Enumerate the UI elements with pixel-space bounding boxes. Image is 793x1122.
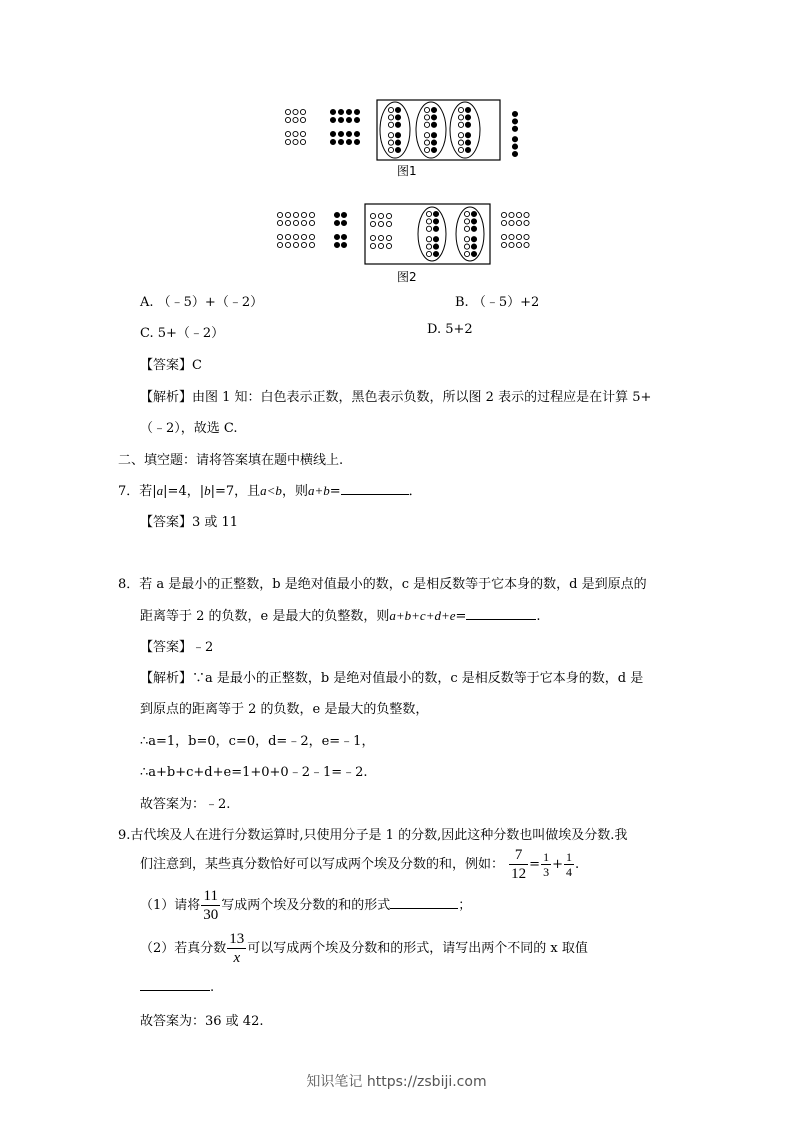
- black-dot: [512, 111, 517, 116]
- white-dot: [464, 244, 469, 249]
- q6-analysis-line2: （﹣2），故选 C.: [140, 421, 238, 436]
- white-dot: [293, 212, 298, 217]
- black-dot: [395, 107, 400, 112]
- white-dot: [516, 220, 521, 225]
- white-dot: [426, 244, 431, 249]
- answer-blank[interactable]: [341, 482, 409, 495]
- q8-final: 故答案为：﹣2.: [140, 797, 231, 812]
- question-7: 7．若|a|=4，|b|=7，且a<b，则a+b= ．: [118, 483, 422, 499]
- white-dot: [388, 133, 393, 138]
- white-dot: [388, 115, 393, 120]
- white-dot: [516, 212, 521, 217]
- white-dot: [464, 219, 469, 224]
- q9-line2: 们注意到，某些真分数恰好可以写成两个埃及分数的和，例如： $\frac{7}{12}$ = $\frac{1}{3}$ + $\frac{1}{4}$ .: [140, 847, 580, 882]
- black-dot: [395, 115, 400, 120]
- black-dot: [431, 122, 436, 127]
- q9-final: 故答案为：36 或 42.: [140, 1014, 264, 1029]
- black-dot: [433, 237, 438, 242]
- black-dot: [431, 140, 436, 145]
- white-dot: [501, 242, 506, 247]
- black-dot: [341, 242, 346, 247]
- white-dot: [378, 213, 383, 218]
- black-dot: [471, 244, 476, 249]
- black-dot: [465, 133, 470, 138]
- black-dot: [512, 126, 517, 131]
- white-dot: [309, 212, 314, 217]
- white-dot: [424, 147, 429, 152]
- fraction-11-30: $\frac{11}{30}$: [203, 888, 219, 923]
- black-dot: [346, 117, 351, 122]
- answer-blank[interactable]: [140, 978, 210, 991]
- white-dot: [285, 234, 290, 239]
- white-dot: [386, 213, 391, 218]
- black-dot: [341, 212, 346, 217]
- white-dot: [378, 243, 383, 248]
- q9-part1: （1）请将 $\frac{11}{30}$ 写成两个埃及分数的和的形式 ；: [140, 888, 472, 923]
- black-dot: [465, 122, 470, 127]
- white-dot: [524, 234, 529, 239]
- white-dot: [285, 242, 290, 247]
- white-dot: [424, 133, 429, 138]
- black-dot: [465, 147, 470, 152]
- white-dot: [277, 234, 282, 239]
- white-dot: [386, 243, 391, 248]
- white-dot: [516, 242, 521, 247]
- black-dot: [395, 122, 400, 127]
- white-dot: [285, 131, 290, 136]
- white-dots-group: [277, 212, 314, 247]
- black-dot: [512, 151, 517, 156]
- fraction-13-x: $\frac{13}{x}$: [229, 931, 245, 966]
- footer-watermark: 知识笔记 https://zsbiji.com: [306, 1074, 487, 1090]
- black-dot: [346, 131, 351, 136]
- white-dot: [501, 234, 506, 239]
- white-dot: [388, 122, 393, 127]
- q7-number: 7．: [118, 484, 140, 499]
- option-d: D. 5+2: [427, 322, 473, 337]
- white-dot: [424, 140, 429, 145]
- white-dot: [293, 220, 298, 225]
- black-dot: [341, 234, 346, 239]
- white-dot: [293, 139, 298, 144]
- q8-answer: 【答案】﹣2: [140, 640, 214, 655]
- white-dot: [285, 117, 290, 122]
- figure-2-caption: 图2: [397, 270, 417, 284]
- black-dot: [330, 109, 335, 114]
- fraction-1-4: $\frac{1}{4}$: [565, 850, 572, 879]
- white-dot: [509, 212, 514, 217]
- q8-analysis-line2: 到原点的距离等于 2 的负数，e 是最大的负整数，: [140, 702, 429, 717]
- white-dot: [424, 107, 429, 112]
- white-dot: [301, 212, 306, 217]
- figure-2: [270, 200, 540, 268]
- white-dot: [293, 234, 298, 239]
- white-dot: [464, 211, 469, 216]
- white-dot: [378, 221, 383, 226]
- black-dot: [433, 244, 438, 249]
- black-dot: [354, 109, 359, 114]
- white-dot: [464, 237, 469, 242]
- white-dot: [370, 213, 375, 218]
- black-dot: [471, 237, 476, 242]
- black-dot: [334, 212, 339, 217]
- white-dot: [388, 140, 393, 145]
- q6-analysis-line1: 【解析】由图 1 知：白色表示正数，黑色表示负数，所以图 2 表示的过程应是在计算 5+: [140, 390, 652, 405]
- black-dot: [341, 220, 346, 225]
- white-dot: [501, 212, 506, 217]
- white-dot: [458, 122, 463, 127]
- black-dot: [334, 242, 339, 247]
- paired-dots-group: [388, 107, 470, 152]
- white-dot: [524, 220, 529, 225]
- white-dot: [458, 147, 463, 152]
- white-dot: [370, 235, 375, 240]
- black-dot: [433, 226, 438, 231]
- white-dot: [464, 251, 469, 256]
- white-dot: [293, 117, 298, 122]
- option-b: B. （﹣5）+2: [455, 295, 540, 310]
- q9-line1: 9.古代埃及人在进行分数运算时,只使用分子是 1 的分数,因此这种分数也叫做埃及分数.我: [118, 828, 628, 843]
- white-dot: [285, 109, 290, 114]
- white-dot: [524, 212, 529, 217]
- white-dots-group: [370, 213, 391, 248]
- black-dot: [471, 226, 476, 231]
- white-dot: [464, 226, 469, 231]
- white-dot: [501, 220, 506, 225]
- black-dot: [338, 109, 343, 114]
- black-dots-group: [512, 111, 517, 156]
- white-dot: [293, 242, 298, 247]
- white-dot: [509, 242, 514, 247]
- black-dots-group: [334, 212, 346, 247]
- white-dot: [300, 139, 305, 144]
- white-dot: [378, 235, 383, 240]
- black-dot: [433, 219, 438, 224]
- q6-answer: 【答案】C: [140, 358, 202, 373]
- black-dot: [346, 139, 351, 144]
- white-dot: [516, 234, 521, 239]
- pair-ellipse: [456, 207, 484, 261]
- black-dot: [330, 131, 335, 136]
- black-dot: [433, 251, 438, 256]
- white-dot: [277, 242, 282, 247]
- black-dot: [471, 211, 476, 216]
- white-dot: [458, 133, 463, 138]
- black-dot: [354, 131, 359, 136]
- white-dot: [285, 220, 290, 225]
- answer-blank[interactable]: [390, 896, 458, 909]
- white-dot: [386, 221, 391, 226]
- q8-line1: 8．若 a 是最小的正整数，b 是绝对值最小的数，c 是相反数等于它本身的数，d 是到原点的: [118, 577, 647, 592]
- black-dot: [431, 133, 436, 138]
- paired-dots-group: [426, 211, 476, 256]
- white-dot: [509, 220, 514, 225]
- black-dot: [471, 219, 476, 224]
- black-dot: [334, 220, 339, 225]
- black-dot: [354, 117, 359, 122]
- white-dot: [426, 226, 431, 231]
- white-dot: [277, 212, 282, 217]
- black-dot: [338, 131, 343, 136]
- white-dots-group: [285, 109, 305, 144]
- black-dot: [431, 107, 436, 112]
- white-dot: [293, 109, 298, 114]
- white-dot: [301, 234, 306, 239]
- white-dot: [426, 211, 431, 216]
- fraction-7-12: $\frac{7}{12}$: [511, 847, 527, 882]
- black-dot: [395, 147, 400, 152]
- white-dot: [386, 235, 391, 240]
- section-title: 二、填空题：请将答案填在题中横线上.: [118, 453, 344, 468]
- q8-line2: 距离等于 2 的负数，e 是最大的负整数，则a+b+c+d+e= .: [140, 608, 541, 624]
- pair-ellipse: [418, 207, 446, 261]
- black-dot: [338, 117, 343, 122]
- white-dot: [293, 131, 298, 136]
- white-dot: [388, 147, 393, 152]
- white-dot: [458, 115, 463, 120]
- black-dot: [512, 144, 517, 149]
- fraction-1-3: $\frac{1}{3}$: [543, 850, 550, 879]
- white-dot: [309, 242, 314, 247]
- white-dot: [524, 242, 529, 247]
- white-dot: [301, 220, 306, 225]
- option-a: A. （﹣5）+（﹣2）: [140, 295, 264, 310]
- figure-1: [280, 96, 530, 164]
- black-dot: [465, 115, 470, 120]
- white-dot: [424, 122, 429, 127]
- white-dot: [300, 117, 305, 122]
- black-dot: [512, 119, 517, 124]
- q8-step1: ∴a=1，b=0，c=0，d=﹣2，e=﹣1，: [140, 734, 375, 749]
- black-dot: [395, 133, 400, 138]
- black-dot: [334, 234, 339, 239]
- black-dot: [354, 139, 359, 144]
- black-dot: [431, 147, 436, 152]
- white-dot: [426, 219, 431, 224]
- white-dots-group: [501, 212, 529, 247]
- white-dot: [388, 107, 393, 112]
- black-dot: [433, 211, 438, 216]
- white-dot: [370, 221, 375, 226]
- white-dot: [300, 131, 305, 136]
- option-c: C. 5+（﹣2）: [140, 326, 225, 341]
- answer-blank[interactable]: [466, 607, 536, 620]
- white-dot: [285, 212, 290, 217]
- black-dot: [471, 251, 476, 256]
- black-dot: [338, 139, 343, 144]
- black-dot: [346, 109, 351, 114]
- white-dot: [277, 220, 282, 225]
- white-dot: [285, 139, 290, 144]
- white-dot: [509, 234, 514, 239]
- black-dot: [330, 117, 335, 122]
- white-dot: [301, 242, 306, 247]
- black-dot: [465, 107, 470, 112]
- white-dot: [370, 243, 375, 248]
- figure-1-caption: 图1: [397, 164, 417, 178]
- white-dot: [300, 109, 305, 114]
- q7-answer: 【答案】3 或 11: [140, 515, 239, 530]
- q8-analysis-line1: 【解析】∵a 是最小的正整数，b 是绝对值最小的数，c 是相反数等于它本身的数，d 是: [140, 671, 644, 686]
- q9-part2: （2）若真分数 $\frac{13}{x}$ 可以写成两个埃及分数和的形式，请写出两个不同的 x 取值: [140, 931, 588, 966]
- white-dot: [458, 107, 463, 112]
- white-dot: [426, 237, 431, 242]
- black-dots-group: [330, 109, 359, 144]
- q9-part2-blank-line: .: [140, 978, 214, 995]
- q8-step2: ∴a+b+c+d+e=1+0+0﹣2﹣1=﹣2.: [140, 765, 368, 780]
- white-dot: [424, 115, 429, 120]
- black-dot: [330, 139, 335, 144]
- black-dot: [465, 140, 470, 145]
- black-dot: [431, 115, 436, 120]
- white-dot: [458, 140, 463, 145]
- white-dot: [309, 220, 314, 225]
- black-dot: [395, 140, 400, 145]
- black-dot: [512, 137, 517, 142]
- white-dot: [426, 251, 431, 256]
- white-dot: [309, 234, 314, 239]
